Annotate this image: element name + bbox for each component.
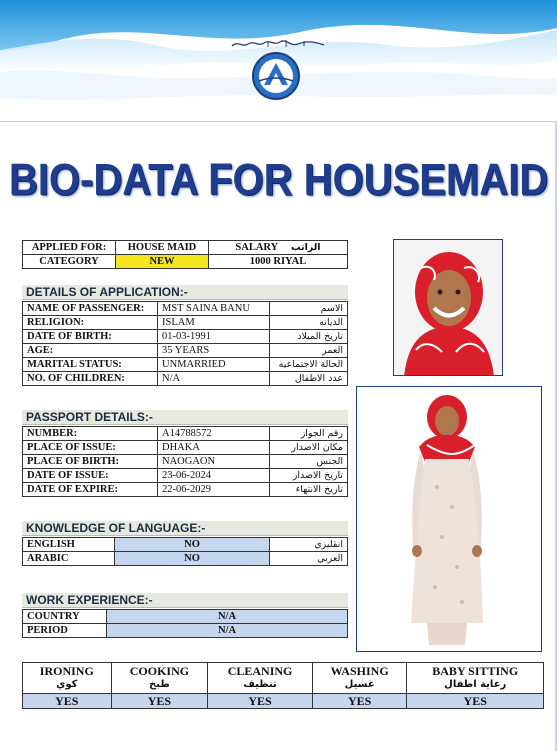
application-label-ar: الاسم: [270, 302, 348, 316]
category-label: CATEGORY: [23, 255, 116, 269]
skill-name-en: COOKING: [129, 664, 190, 678]
language-row: [23, 538, 348, 552]
portrait-photo: [393, 239, 503, 376]
skill-header-cell: [312, 663, 407, 694]
skill-header-cell: [407, 663, 544, 694]
section-language-heading: KNOWLEDGE OF LANGUAGE:-: [22, 521, 348, 536]
passport-value: DHAKA: [158, 441, 270, 455]
application-row: [23, 316, 348, 330]
application-table: [22, 301, 348, 386]
language-label: ENGLISH: [23, 538, 115, 552]
experience-label: PERIOD: [23, 624, 107, 638]
language-label-ar: العربي: [270, 552, 348, 566]
agency-logo-icon: [251, 51, 301, 101]
passport-value: 22-06-2029: [158, 483, 270, 497]
passport-label-ar: رقم الجواز: [270, 427, 348, 441]
experience-row: [23, 624, 348, 638]
application-row: [23, 330, 348, 344]
passport-table: [22, 426, 348, 497]
full-body-image: [357, 387, 542, 652]
arabic-logo-script: [228, 38, 328, 50]
application-value: 01-03-1991: [158, 330, 270, 344]
application-label: AGE:: [23, 344, 158, 358]
language-value: NO: [115, 538, 270, 552]
section-experience-heading: WORK EXPERIENCE:-: [22, 593, 348, 608]
full-body-photo: [356, 386, 542, 652]
skills-table: [22, 662, 544, 709]
salary-label: SALARY: [235, 242, 278, 253]
application-label-ar: الحالة الاجتماعيه: [270, 358, 348, 372]
passport-value: A14788572: [158, 427, 270, 441]
passport-label-ar: تاريخ الانتهاء: [270, 483, 348, 497]
passport-label-ar: مكان الاصدار: [270, 441, 348, 455]
application-row: [23, 302, 348, 316]
language-value: NO: [115, 552, 270, 566]
experience-value: N/A: [107, 624, 348, 638]
skill-name-en: WASHING: [330, 664, 389, 678]
language-label-ar: انقليزي: [270, 538, 348, 552]
passport-value: 23-06-2024: [158, 469, 270, 483]
application-value: ISLAM: [158, 316, 270, 330]
passport-label-ar: تاريخ الاصدار: [270, 469, 348, 483]
application-label: RELIGION:: [23, 316, 158, 330]
language-row: [23, 552, 348, 566]
skill-name-ar: غسيل: [344, 679, 375, 690]
passport-label: PLACE OF ISSUE:: [23, 441, 158, 455]
language-table: [22, 537, 348, 566]
experience-table: [22, 609, 348, 638]
portrait-image: [394, 240, 503, 376]
section-application-heading: DETAILS OF APPLICATION:-: [22, 285, 348, 300]
section-passport-heading: PASSPORT DETAILS:-: [22, 410, 348, 425]
page-title: BIO-DATA FOR HOUSEMAID: [8, 155, 549, 205]
salary-label-ar: الراتب: [290, 242, 321, 253]
skill-value: YES: [407, 694, 544, 709]
passport-label: NUMBER:: [23, 427, 158, 441]
applied-for-table: [22, 240, 348, 269]
passport-row: [23, 469, 348, 483]
header-banner: [0, 0, 557, 122]
experience-label: COUNTRY: [23, 610, 107, 624]
passport-label: DATE OF ISSUE:: [23, 469, 158, 483]
skill-value: YES: [23, 694, 112, 709]
application-row: [23, 344, 348, 358]
skill-name-ar: طبخ: [149, 679, 170, 690]
skill-name-ar: رعاية اطفال: [444, 679, 507, 690]
passport-label: PLACE OF BIRTH:: [23, 455, 158, 469]
application-value: 35 YEARS: [158, 344, 270, 358]
skill-header-cell: [111, 663, 208, 694]
application-label-ar: تاريخ الميلاد: [270, 330, 348, 344]
passport-row: [23, 455, 348, 469]
language-label: ARABIC: [23, 552, 115, 566]
passport-label: DATE OF EXPIRE:: [23, 483, 158, 497]
application-label-ar: العمر: [270, 344, 348, 358]
applied-for-label: APPLIED FOR:: [23, 241, 116, 255]
application-value: MST SAINA BANU: [158, 302, 270, 316]
salary-label-cell: [209, 241, 348, 255]
application-row: [23, 358, 348, 372]
application-label: NAME OF PASSENGER:: [23, 302, 158, 316]
applied-for-value: HOUSE MAID: [116, 241, 209, 255]
skill-value: YES: [312, 694, 407, 709]
application-label: NO. OF CHILDREN:: [23, 372, 158, 386]
passport-value: NAOGAON: [158, 455, 270, 469]
application-value: N/A: [158, 372, 270, 386]
skill-value: YES: [111, 694, 208, 709]
skill-header-cell: [208, 663, 313, 694]
salary-value: 1000 RIYAL: [209, 255, 348, 269]
application-label: DATE OF BIRTH:: [23, 330, 158, 344]
application-label-ar: الديانه: [270, 316, 348, 330]
application-value: UNMARRIED: [158, 358, 270, 372]
application-label: MARITAL STATUS:: [23, 358, 158, 372]
skill-header-cell: [23, 663, 112, 694]
experience-value: N/A: [107, 610, 348, 624]
skill-name-en: BABY SITTING: [432, 664, 519, 678]
experience-row: [23, 610, 348, 624]
passport-row: [23, 441, 348, 455]
category-value: NEW: [116, 255, 209, 269]
passport-row: [23, 427, 348, 441]
application-row: [23, 372, 348, 386]
passport-row: [23, 483, 348, 497]
skill-name-en: CLEANING: [227, 664, 293, 678]
application-label-ar: عدد الاطفال: [270, 372, 348, 386]
skill-value: YES: [208, 694, 313, 709]
skill-name-ar: كوي: [56, 679, 78, 690]
skill-name-en: IRONING: [39, 664, 94, 678]
passport-label-ar: الجنس: [270, 455, 348, 469]
skill-name-ar: تنظيف: [243, 679, 277, 690]
